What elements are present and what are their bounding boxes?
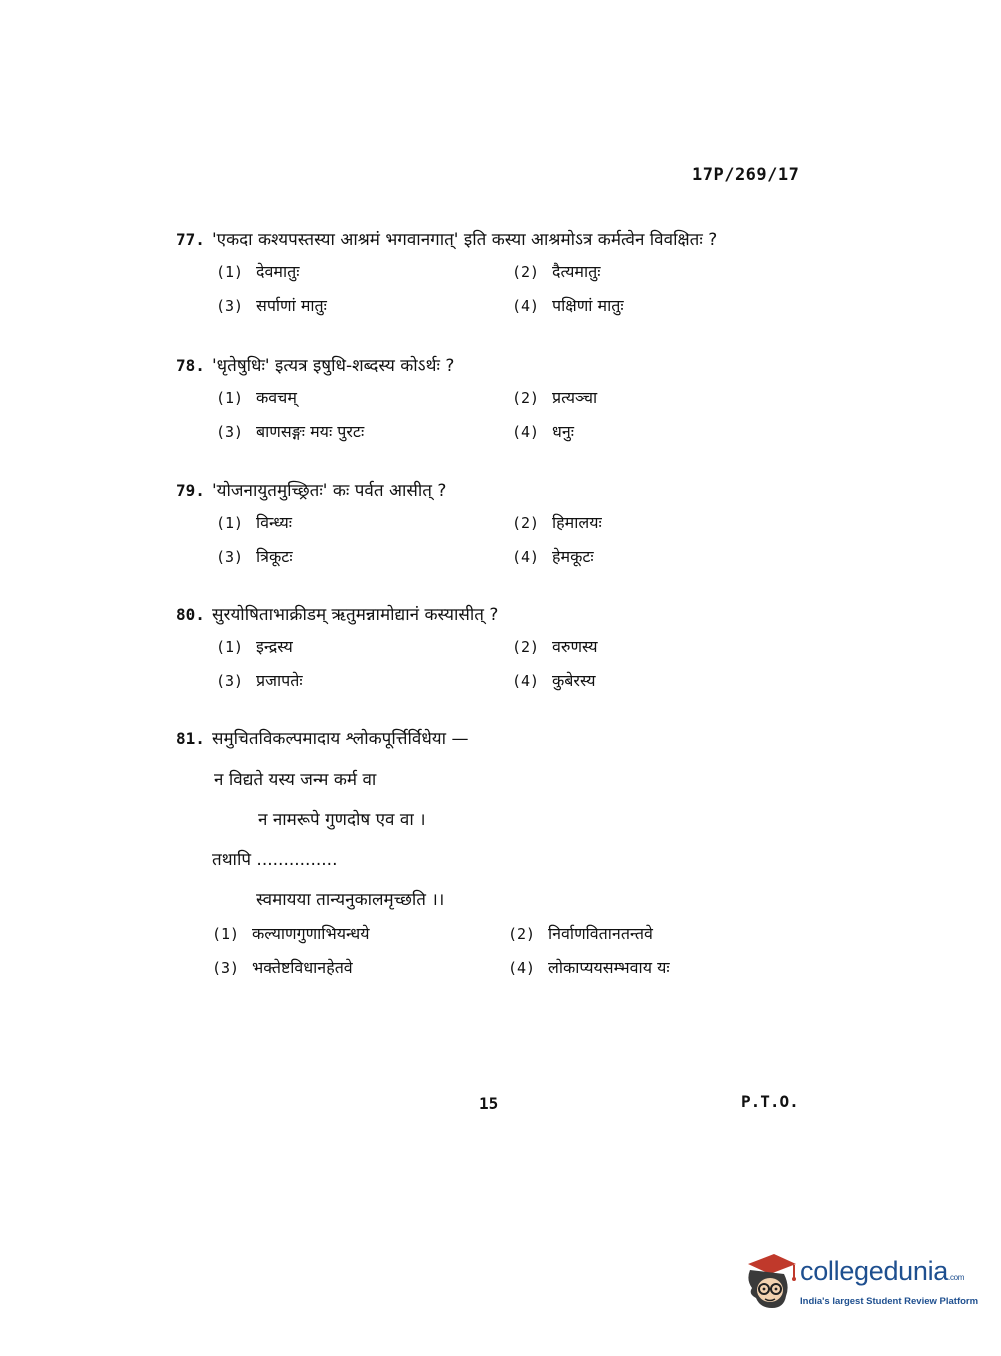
option-2 [512, 386, 597, 408]
option-label: (1) [212, 925, 240, 943]
option-text: विन्ध्यः [256, 513, 293, 532]
option-label: (4) [508, 959, 536, 977]
collegedunia-watermark [740, 1248, 979, 1318]
option-text: देवमातुः [256, 262, 300, 281]
option-3 [212, 956, 353, 978]
option-label: (2) [512, 389, 540, 407]
option-label: (2) [508, 925, 536, 943]
option-text: लोकाप्ययसम्भवाय यः [548, 958, 670, 977]
option-text: बाणसङ्गः मयः पुरटः [256, 422, 365, 441]
option-1 [216, 635, 293, 657]
option-label: (3) [216, 297, 244, 315]
option-text: त्रिकूटः [256, 547, 293, 566]
option-text: प्रत्यञ्चा [552, 388, 598, 407]
option-label: (2) [512, 638, 540, 656]
option-label: (2) [512, 514, 540, 532]
option-text: कवचम् [256, 388, 297, 407]
option-1 [216, 386, 297, 408]
question-number: 77. [176, 230, 205, 249]
option-text: दैत्यमातुः [552, 262, 601, 281]
question-text: 'योजनायुतमुच्छ्रितः' कः पर्वत आसीत् ? [212, 481, 447, 501]
option-text: प्रजापतेः [256, 671, 303, 690]
option-label: (4) [512, 297, 540, 315]
option-text: हेमकूटः [552, 547, 594, 566]
options [172, 922, 812, 988]
option-label: (2) [512, 263, 540, 281]
question-80 [176, 603, 816, 701]
question-number: 78. [176, 356, 205, 375]
option-text: धनुः [552, 422, 574, 441]
question-number: 79. [176, 481, 205, 500]
verse-line-3: तथापि ............... [212, 850, 338, 870]
options [176, 511, 816, 577]
option-4 [512, 420, 574, 442]
option-label: (4) [512, 672, 540, 690]
option-3 [216, 545, 293, 567]
option-2 [508, 922, 653, 944]
option-3 [216, 669, 303, 691]
option-text: कुबेरस्य [552, 671, 596, 690]
option-label: (3) [216, 672, 244, 690]
option-1 [212, 922, 370, 944]
brand-dotcom: .com [948, 1273, 965, 1282]
options [176, 386, 816, 452]
question-text: 'धृतेषुधिः' इत्यत्र इषुधि-शब्दस्य कोऽर्थः ? [212, 356, 455, 376]
question-81-options [172, 922, 812, 988]
option-3 [216, 420, 364, 442]
question-81 [176, 727, 816, 751]
option-4 [512, 294, 624, 316]
question-text: 'एकदा कश्यपस्तस्या आश्रमं भगवानगात्' इति कस्या आश्रमोऽत्र कर्मत्वेन विवक्षितः ? [212, 230, 718, 250]
question-number: 80. [176, 605, 205, 624]
question-77 [176, 228, 816, 326]
option-label: (3) [216, 423, 244, 441]
options [176, 260, 816, 326]
question-78 [176, 354, 816, 452]
page-number: 15 [479, 1094, 499, 1113]
option-text: पक्षिणां मातुः [552, 296, 624, 315]
option-text: निर्वाणवितानतन्तवे [548, 924, 653, 943]
option-4 [508, 956, 670, 978]
option-2 [512, 511, 602, 533]
option-label: (3) [216, 548, 244, 566]
option-3 [216, 294, 327, 316]
question-number: 81. [176, 729, 205, 748]
option-1 [216, 511, 292, 533]
collegedunia-tagline: India's largest Student Review Platform [800, 1296, 979, 1307]
option-2 [512, 635, 598, 657]
pto-label: P.T.O. [741, 1092, 799, 1111]
option-4 [512, 669, 595, 691]
option-text: सर्पाणां मातुः [256, 296, 327, 315]
verse-line-2: न नामरूपे गुणदोष एव वा । [258, 810, 426, 830]
question-text: सुरयोषिताभाक्रीडम् ऋतुमन्नामोद्यानं कस्यासीत् ? [212, 605, 499, 625]
collegedunia-name [800, 1256, 964, 1287]
options [176, 635, 816, 701]
collegedunia-mascot-icon [740, 1250, 798, 1312]
option-text: वरुणस्य [552, 637, 598, 656]
option-label: (3) [212, 959, 240, 977]
option-label: (4) [512, 423, 540, 441]
verse-line-4: स्वमायया तान्यनुकालमृच्छति ।। [256, 890, 445, 910]
option-label: (1) [216, 514, 244, 532]
option-label: (4) [512, 548, 540, 566]
option-text: कल्याणगुणाभियन्धये [252, 924, 370, 943]
brand-name: collegedunia [800, 1256, 949, 1286]
option-1 [216, 260, 299, 282]
option-text: इन्द्रस्य [256, 637, 293, 656]
option-label: (1) [216, 638, 244, 656]
option-2 [512, 260, 600, 282]
option-label: (1) [216, 389, 244, 407]
option-label: (1) [216, 263, 244, 281]
verse-line-1: न विद्यते यस्य जन्म कर्म वा [214, 770, 377, 790]
option-4 [512, 545, 594, 567]
option-text: हिमालयः [552, 513, 602, 532]
question-text: समुचितविकल्पमादाय श्लोकपूर्त्तिर्विधेया — [212, 729, 469, 749]
option-text: भक्तेष्टविधानहेतवे [252, 958, 353, 977]
question-79 [176, 479, 816, 577]
paper-code: 17P/269/17 [692, 165, 800, 185]
